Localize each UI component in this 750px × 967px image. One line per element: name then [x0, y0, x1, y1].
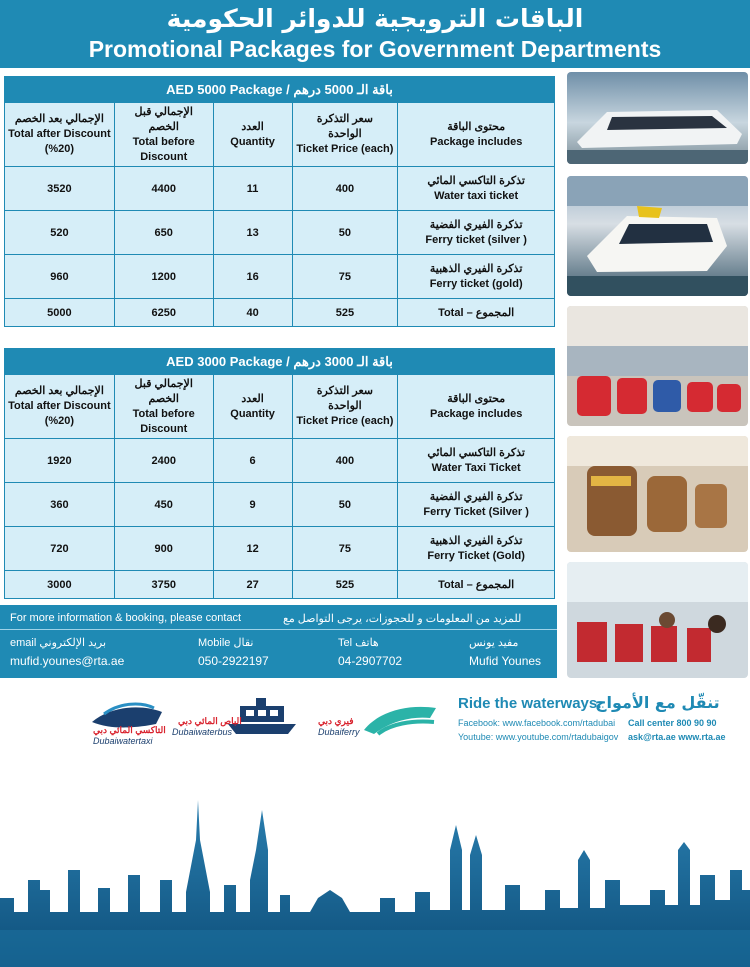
- table-row: 360 450 9 50 تذكرة الفيري الفضية Ferry Ticket (Silver ): [5, 483, 555, 527]
- photo-ferry-silver: [567, 176, 748, 296]
- ferry-logo-icon: [360, 700, 440, 736]
- photo-ferry-interior: [567, 306, 748, 426]
- col-total-after: الإجمالي بعد الخصم Total after Discount (%20): [5, 103, 115, 167]
- title-arabic: الباقات الترويجية للدوائر الحكومية: [166, 4, 584, 33]
- dubai-skyline: [0, 780, 750, 967]
- package-5000-table: [4, 76, 555, 327]
- photo-gold-class: [567, 436, 748, 552]
- waterbus-brand: Dubaiwaterbus: [172, 727, 233, 737]
- contact-intro-ar: للمزيد من المعلومات و للحجوزات، يرجى التواصل مع: [283, 613, 522, 625]
- seats-illustration: [567, 436, 748, 552]
- table-row: 520 650 13 50 تذكرة الفيري الفضية Ferry ticket (silver ): [5, 211, 555, 255]
- mobile-label: Mobile نقال: [198, 637, 254, 649]
- col-ticket-price: سعر التذكرة الواحدة Ticket Price (each): [292, 375, 398, 439]
- col-package-includes: محتوى الباقة Package includes: [398, 103, 555, 167]
- total-row: 3000 3750 27 525 Total – المجموع: [5, 571, 555, 599]
- title-english: Promotional Packages for Government Departments: [88, 36, 662, 62]
- photo-passengers: [567, 562, 748, 678]
- col-ticket-price: سعر التذكرة الواحدة Ticket Price (each): [292, 103, 398, 167]
- email-label: email بريد الإلكتروني: [10, 637, 107, 649]
- contact-panel: [0, 605, 557, 678]
- ferry-brand: Dubaiferry: [318, 727, 360, 737]
- package-3000-table: [4, 348, 555, 599]
- boat-illustration: [567, 72, 748, 164]
- table-row: 720 900 12 75 تذكرة الفيري الذهبية Ferry Ticket (Gold): [5, 527, 555, 571]
- water-bus-logo-icon: [222, 694, 302, 736]
- contact-intro-en: For more information & booking, please contact: [10, 612, 242, 624]
- total-row: 5000 6250 40 525 Total – المجموع: [5, 299, 555, 327]
- waterbus-brand-ar: الباص المائي دبي: [178, 716, 242, 726]
- ride-waterways-ar: تنقّل مع الأمواج: [595, 693, 720, 712]
- ride-waterways-en: Ride the waterways.: [458, 695, 602, 712]
- photo-water-taxi: [567, 72, 748, 164]
- email-link[interactable]: mufid.younes@rta.ae: [10, 654, 125, 668]
- tel-number[interactable]: 04-2907702: [338, 654, 403, 668]
- ferry-brand-ar: فيري دبي: [318, 716, 354, 726]
- mobile-number[interactable]: 050-2922197: [198, 654, 269, 668]
- col-total-after: الإجمالي بعد الخصم Total after Discount (%20): [5, 375, 115, 439]
- table-row: 3520 4400 11 400 تذكرة التاكسي المائي Water taxi ticket: [5, 167, 555, 211]
- seats-illustration: [567, 306, 748, 426]
- youtube-link[interactable]: Youtube: www.youtube.com/rtadubaigov: [458, 732, 619, 742]
- col-quantity: العدد Quantity: [213, 103, 292, 167]
- call-center: Call center 800 90 90: [628, 718, 717, 728]
- col-total-before: الإجمالي قبل الخصم Total before Discount: [114, 103, 213, 167]
- col-total-before: الإجمالي قبل الخصم Total before Discount: [114, 375, 213, 439]
- table-row: 1920 2400 6 400 تذكرة التاكسي المائي Water Taxi Ticket: [5, 439, 555, 483]
- watertaxi-brand-ar: التاكسي المائي دبي: [93, 725, 166, 735]
- col-quantity: العدد Quantity: [213, 375, 292, 439]
- tel-label: Tel هاتف: [338, 637, 379, 649]
- passengers-illustration: [567, 562, 748, 678]
- table-row: 960 1200 16 75 تذكرة الفيري الذهبية Ferry ticket (gold): [5, 255, 555, 299]
- watertaxi-brand: Dubaiwatertaxi: [93, 736, 153, 746]
- package-5000-title: AED 5000 Package / باقة الـ 5000 درهم: [5, 77, 555, 103]
- contact-web[interactable]: ask@rta.ae www.rta.ae: [628, 732, 726, 742]
- contact-name-en: Mufid Younes: [469, 654, 542, 668]
- facebook-link[interactable]: Facebook: www.facebook.com/rtadubai: [458, 718, 616, 728]
- contact-name-ar: مفيد يونس: [469, 637, 519, 649]
- boat-illustration: [567, 176, 748, 296]
- package-3000-title: AED 3000 Package / باقة الـ 3000 درهم: [5, 349, 555, 375]
- brand-logos: [0, 690, 750, 760]
- col-package-includes: محتوى الباقة Package includes: [398, 375, 555, 439]
- page-header: [0, 0, 750, 68]
